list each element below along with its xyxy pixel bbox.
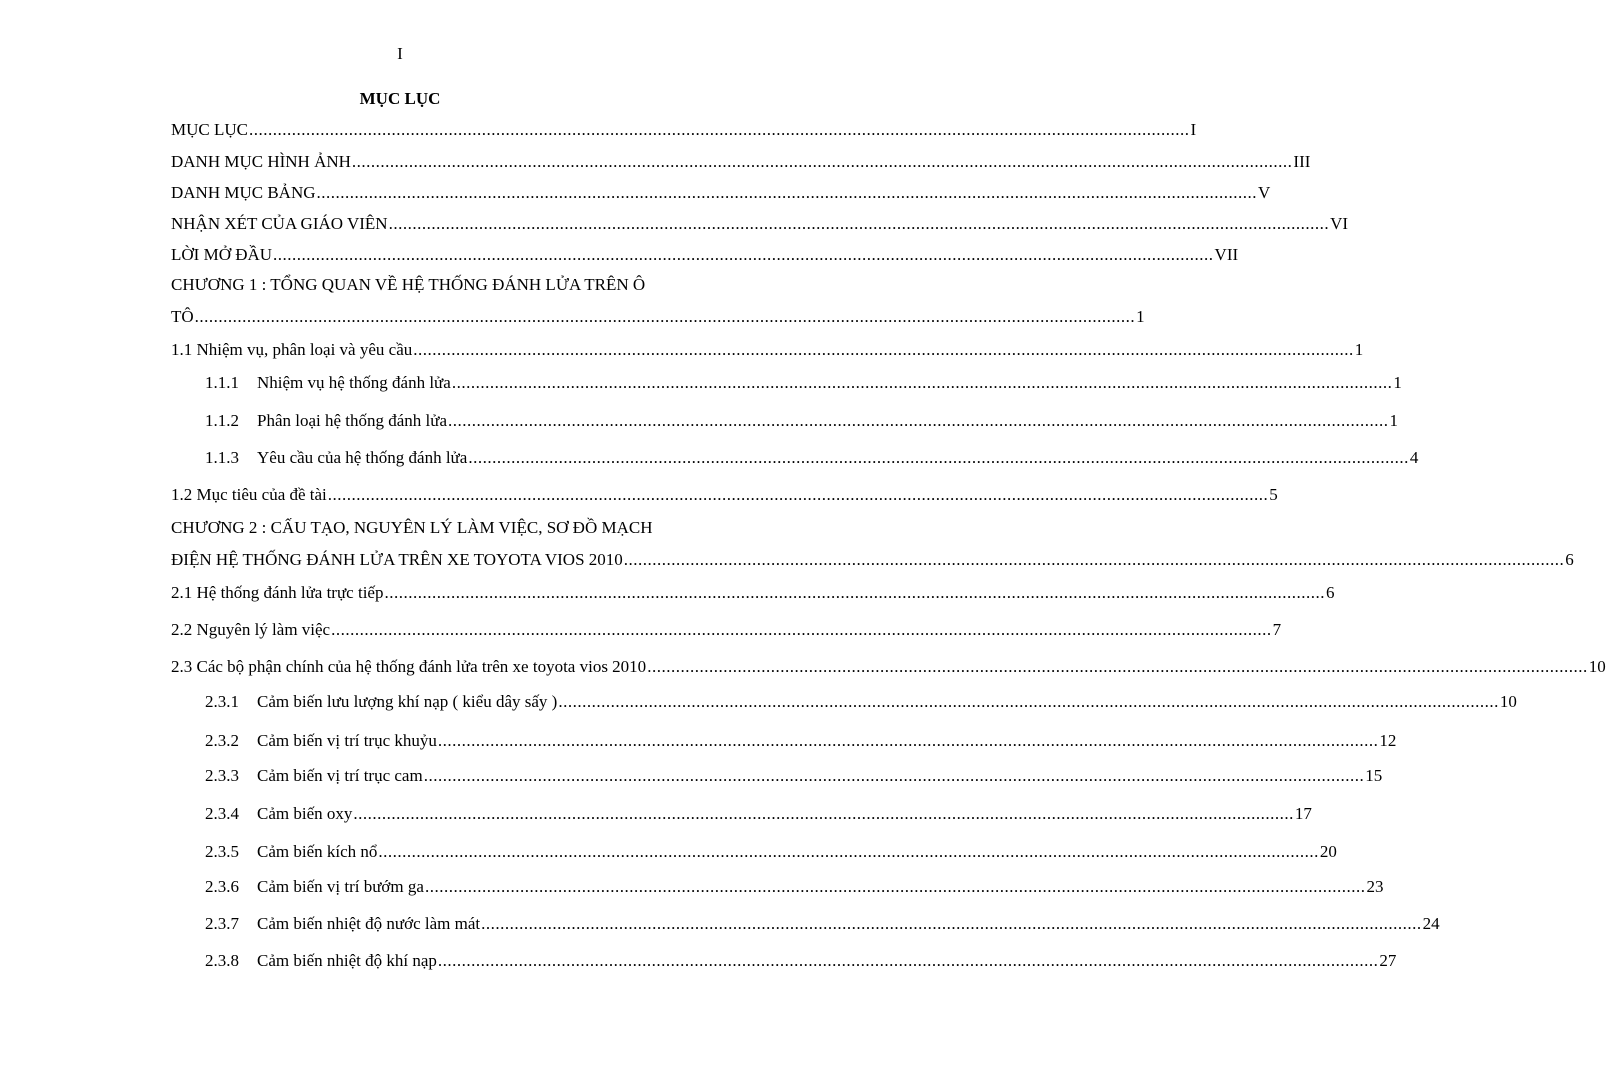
dot-leader: ...................................................................................................................................................................................................... [273,245,1214,264]
toc-entry-number: 2.3.1 [205,692,239,711]
toc-entry-page: 23 [1366,877,1384,896]
dot-leader: ...................................................................................................................................................................................................... [481,914,1422,933]
dot-leader: ...................................................................................................................................................................................................... [384,583,1325,602]
toc-entry-text: Cảm biến vị trí bướm ga [257,877,424,896]
toc-entry-text: Yêu cầu của hệ thống đánh lửa [257,448,468,467]
toc-entry-number: 2.3.7 [205,914,239,933]
toc-entry-page: 6 [1325,583,1335,602]
toc-entry-number: 2.3.8 [205,951,239,970]
toc-entry-text: DANH MỤC HÌNH ẢNH [171,152,351,171]
dot-leader: ...................................................................................................................................................................................................... [388,214,1330,233]
toc-entry-text: MỤC LỤC [171,120,248,139]
toc-entry-page: 15 [1365,766,1383,785]
toc-entry-text: 1.1 Nhiệm vụ, phân loại và yêu cầu [171,340,413,359]
toc-entry[interactable] [171,152,1311,176]
toc-entry-page: I [1190,120,1197,139]
toc-entry[interactable] [171,340,1364,364]
toc-entry[interactable] [171,657,1606,681]
toc-subentry[interactable] [205,804,1312,828]
toc-entry-number: 1.1.3 [205,448,239,467]
toc-entry[interactable] [171,550,1574,574]
toc-subentry[interactable] [205,411,1399,435]
toc-entry-number: 2.3.6 [205,877,239,896]
toc-entry-text: 2.1 Hệ thống đánh lửa trực tiếp [171,583,384,602]
toc-subentry[interactable] [205,373,1402,397]
toc-entry-text: NHẬN XÉT CỦA GIÁO VIÊN [171,214,388,233]
toc-entry-text: TÔ [171,307,194,326]
dot-leader: ...................................................................................................................................................................................................... [194,307,1136,326]
toc-subentry[interactable] [205,731,1397,755]
toc-entry-page: 1 [1393,373,1402,392]
toc-entry[interactable] [171,183,1271,207]
dot-leader: ...................................................................................................................................................................................................... [424,877,1366,896]
toc-chapter-heading-line[interactable]: CHƯƠNG 2 : CẤU TẠO, NGUYÊN LÝ LÀM VIỆC, SƠ ĐỒ MẠCH [171,518,653,537]
toc-entry-page: 1 [1136,307,1145,326]
dot-leader: ...................................................................................................................................................................................................... [351,152,1293,171]
toc-entry-page: VI [1330,214,1349,233]
toc-entry-text: Cảm biến kích nổ [257,842,378,861]
toc-title: MỤC LỤC [359,89,441,108]
toc-entry-page: 17 [1294,804,1312,823]
page-number: I [397,44,403,63]
dot-leader: ...................................................................................................................................................................................................... [451,373,1393,392]
toc-entry[interactable] [171,485,1278,509]
toc-entry-text: Nhiệm vụ hệ thống đánh lửa [257,373,451,392]
dot-leader: ...................................................................................................................................................................................................... [248,120,1190,139]
dot-leader: ...................................................................................................................................................................................................... [437,731,1379,750]
toc-entry-number: 2.3.5 [205,842,239,861]
toc-entry-page: 4 [1409,448,1419,467]
toc-entry-page: VII [1214,245,1239,264]
toc-entry[interactable] [171,245,1239,269]
toc-entry-text: Cảm biến vị trí trục cam [257,766,423,785]
dot-leader: ...................................................................................................................................................................................................... [468,448,1409,467]
toc-entry-page: 5 [1269,485,1278,504]
toc-entry-text: Cảm biến oxy [257,804,353,823]
toc-subentry[interactable] [205,951,1397,975]
toc-subentry[interactable] [205,448,1419,472]
dot-leader: ...................................................................................................................................................................................................... [558,692,1499,711]
toc-entry-page: 1 [1354,340,1364,359]
dot-leader: ...................................................................................................................................................................................................... [623,550,1565,569]
toc-subentry[interactable] [205,766,1383,790]
toc-entry-number: 1.1.1 [205,373,239,392]
toc-entry[interactable] [171,307,1145,331]
toc-entry-text: 1.2 Mục tiêu của đề tài [171,485,327,504]
toc-entry-text: ĐIỆN HỆ THỐNG ĐÁNH LỬA TRÊN XE TOYOTA VIOS 2010 [171,550,623,569]
toc-entry-text: DANH MỤC BẢNG [171,183,316,202]
toc-entry-page: III [1293,152,1311,171]
toc-entry[interactable] [171,120,1197,144]
toc-entry-text: Cảm biến vị trí trục khuỷu [257,731,437,750]
toc-entry-page: 1 [1389,411,1399,430]
dot-leader: ...................................................................................................................................................................................................... [327,485,1269,504]
toc-subentry[interactable] [205,842,1337,866]
dot-leader: ...................................................................................................................................................................................................... [378,842,1319,861]
toc-entry[interactable] [171,583,1335,607]
toc-entry-page: 12 [1379,731,1397,750]
toc-entry-page: V [1258,183,1271,202]
toc-entry-number: 1.1.2 [205,411,239,430]
toc-entry-page: 27 [1379,951,1397,970]
toc-entry-text: Cảm biến nhiệt độ nước làm mát [257,914,481,933]
toc-subentry[interactable] [205,914,1440,938]
dot-leader: ...................................................................................................................................................................................................... [316,183,1258,202]
toc-subentry[interactable] [205,692,1517,716]
toc-entry-number: 2.3.4 [205,804,239,823]
toc-entry-text: LỜI MỞ ĐẦU [171,245,273,264]
toc-entry[interactable] [171,620,1282,644]
toc-entry-page: 6 [1565,550,1574,569]
toc-entry-page: 10 [1588,657,1606,676]
toc-entry-text: 2.3 Các bộ phận chính của hệ thống đánh lửa trên xe toyota vios 2010 [171,657,647,676]
toc-entry-page: 7 [1272,620,1282,639]
toc-entry-page: 10 [1499,692,1517,711]
dot-leader: ...................................................................................................................................................................................................... [448,411,1389,430]
toc-entry-text: Cảm biến nhiệt độ khí nạp [257,951,437,970]
toc-entry-text: Phân loại hệ thống đánh lửa [257,411,448,430]
toc-entry-page: 20 [1319,842,1337,861]
dot-leader: ...................................................................................................................................................................................................... [353,804,1294,823]
dot-leader: ...................................................................................................................................................................................................... [413,340,1354,359]
toc-entry-number: 2.3.2 [205,731,239,750]
toc-entry-number: 2.3.3 [205,766,239,785]
dot-leader: ...................................................................................................................................................................................................... [647,657,1588,676]
toc-chapter-heading-line[interactable]: CHƯƠNG 1 : TỔNG QUAN VỀ HỆ THỐNG ĐÁNH LỬA TRÊN Ô [171,275,646,294]
dot-leader: ...................................................................................................................................................................................................... [331,620,1272,639]
toc-entry-text: Cảm biến lưu lượng khí nạp ( kiểu dây sấy ) [257,692,558,711]
toc-subentry[interactable] [205,877,1384,901]
dot-leader: ...................................................................................................................................................................................................... [423,766,1365,785]
toc-entry[interactable] [171,214,1349,238]
dot-leader: ...................................................................................................................................................................................................... [437,951,1379,970]
toc-entry-text: 2.2 Nguyên lý làm việc [171,620,331,639]
toc-entry-page: 24 [1422,914,1440,933]
